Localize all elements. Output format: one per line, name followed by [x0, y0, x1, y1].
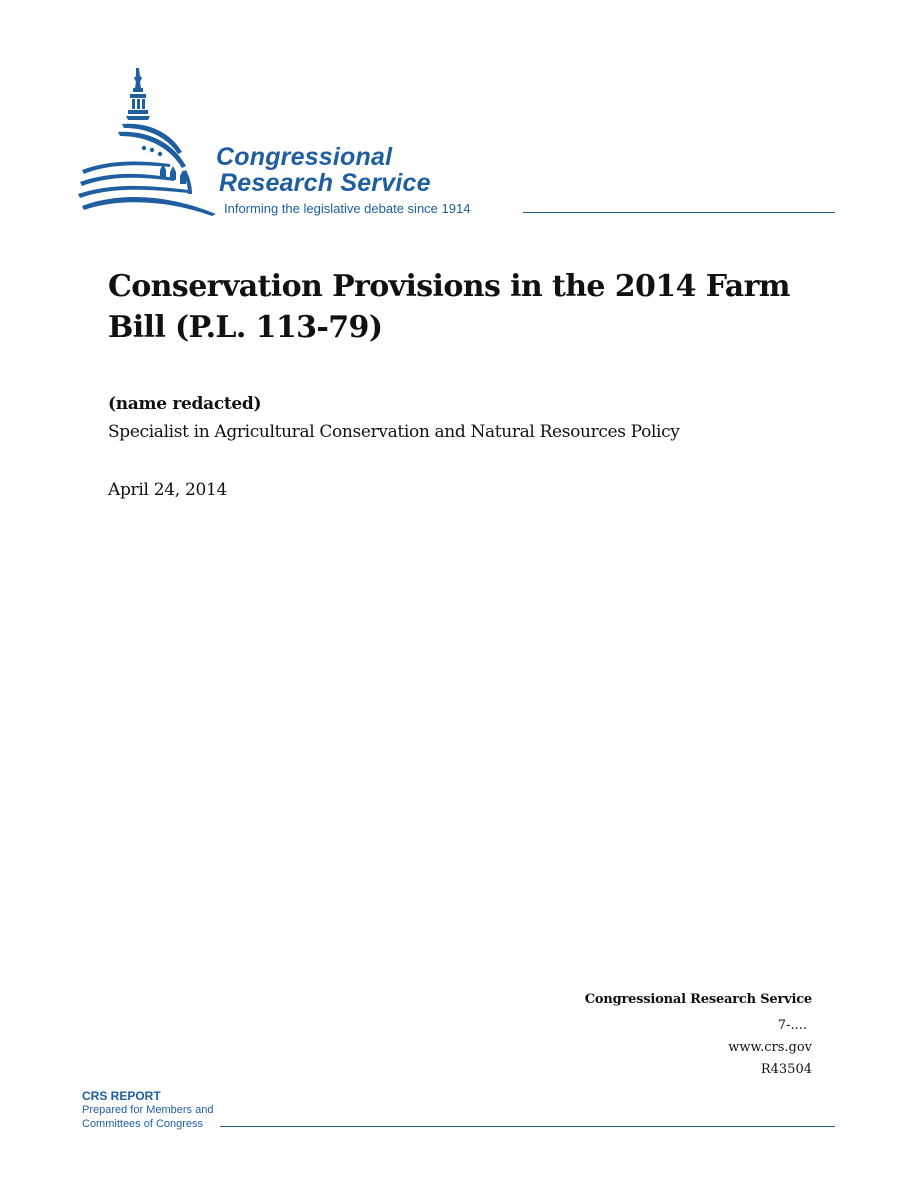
publisher-name: Congressional Research Service	[584, 992, 812, 1007]
footer-divider	[220, 1126, 835, 1127]
logo-wordmark-line-2: Research Service	[219, 169, 431, 197]
logo-tagline: Informing the legislative debate since 1914	[224, 201, 471, 216]
publisher-phone: 7-....	[777, 1018, 807, 1033]
header-divider	[523, 212, 835, 213]
report-date: April 24, 2014	[108, 480, 228, 500]
author-name: (name redacted)	[108, 394, 262, 414]
footer-audience-line-1: Prepared for Members and	[82, 1104, 214, 1116]
footer-audience-line-2: Committees of Congress	[82, 1118, 204, 1130]
logo-wordmark-line-1: Congressional	[216, 143, 393, 171]
capitol-dome-icon	[78, 66, 218, 218]
author-title: Specialist in Agricultural Conservation and Natural Resources Policy	[108, 422, 680, 442]
report-number: R43504	[760, 1062, 812, 1077]
footer-report-label: CRS REPORT	[82, 1089, 161, 1103]
publisher-website[interactable]: www.crs.gov	[728, 1040, 812, 1055]
document-title: Conservation Provisions in the 2014 Farm Bill (P.L. 113-79)	[108, 269, 790, 345]
